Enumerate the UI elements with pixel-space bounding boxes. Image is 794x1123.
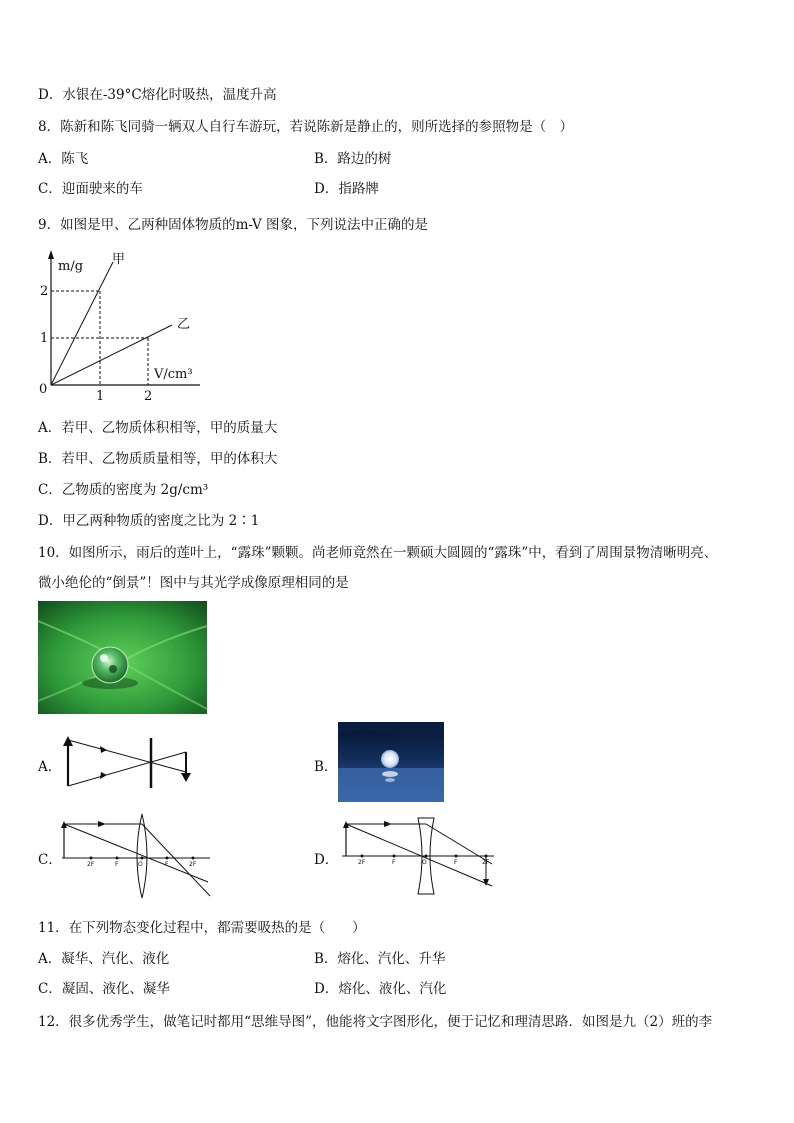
q11-option-a: A．凝华、汽化、液化 — [38, 951, 170, 967]
y-tick-2: 2 — [40, 284, 49, 299]
q9-option-c: C．乙物质的密度为 2g/cm³ — [38, 482, 209, 498]
x-tick-1: 1 — [96, 389, 105, 404]
series-label-jia: 甲 — [112, 252, 126, 267]
dewdrop-photo — [38, 601, 207, 714]
moon-reflection-photo — [338, 722, 444, 802]
y-axis-arrow — [48, 250, 54, 259]
q10-option-c-label: C． — [38, 852, 62, 868]
q11-option-b: B．熔化、汽化、升华 — [314, 951, 446, 967]
q8-option-d: D．指路牌 — [314, 181, 379, 197]
concave-lens-diagram — [340, 816, 496, 896]
label-f-left: F — [392, 859, 396, 866]
ray-refracted — [426, 824, 492, 864]
q9-stem: 9．如图是甲、乙两种固体物质的m-V 图象，下列说法中正确的是 — [38, 217, 429, 233]
label-f-right: F — [165, 861, 169, 868]
label-f-right: F — [454, 859, 458, 866]
line-jia — [51, 262, 113, 385]
q9-option-d: D．甲乙两种物质的密度之比为 2∶1 — [38, 513, 260, 529]
q10-option-a-label: A． — [38, 759, 62, 775]
mv-graph — [30, 248, 210, 404]
q11-option-d: D．熔化、液化、汽化 — [314, 981, 447, 997]
q10-option-d-label: D． — [314, 852, 339, 868]
q10-stem-line1: 10．如图所示，雨后的莲叶上，“露珠”颗颗。尚老师竟然在一颗硕大圆圆的“露珠”中，看到了周围景物清晰明亮、 — [38, 545, 718, 561]
y-axis-label: m/g — [58, 259, 84, 274]
origin-label: 0 — [39, 382, 48, 397]
q10-option-b-label: B． — [314, 759, 338, 775]
q9-option-a: A．若甲、乙物质体积相等，甲的质量大 — [38, 420, 278, 436]
label-o: O — [422, 859, 427, 866]
ray-center — [346, 824, 492, 886]
convex-lens-diagram — [60, 812, 215, 898]
ray-center — [64, 824, 208, 882]
ray-1 — [68, 740, 186, 772]
q8-option-c: C．迎面驶来的车 — [38, 181, 143, 197]
label-f-left: F — [115, 861, 119, 868]
x-tick-2: 2 — [144, 389, 153, 404]
q11-stem: 11．在下列物态变化过程中，都需要吸热的是（ ） — [38, 920, 366, 936]
q8-option-a: A．陈飞 — [38, 151, 89, 167]
convex-lens — [137, 814, 147, 898]
q7-option-d: D．水银在-39°C熔化时吸热，温度升高 — [38, 87, 277, 103]
ray-2 — [68, 752, 186, 786]
q11-option-c: C．凝固、液化、凝华 — [38, 981, 170, 997]
q8-stem: 8．陈新和陈飞同骑一辆双人自行车游玩，若说陈新是静止的，则所选择的参照物是（ ） — [38, 119, 574, 135]
label-o: O — [138, 861, 143, 868]
label-2f-left: 2F — [358, 859, 366, 866]
y-tick-1: 1 — [40, 331, 49, 346]
pinhole-diagram — [62, 736, 192, 792]
label-2f-left: 2F — [87, 861, 95, 868]
series-label-yi: 乙 — [177, 317, 191, 332]
q8-option-b: B．路边的树 — [314, 151, 392, 167]
q12-stem: 12．很多优秀学生，做笔记时都用“思维导图”，他能将文字图形化，便于记忆和理清思路．如图是九（2）班的李 — [38, 1014, 713, 1030]
q10-stem-line2: 微小绝伦的“倒景”！图中与其光学成像原理相同的是 — [38, 575, 349, 591]
x-axis-label: V/cm³ — [154, 367, 193, 382]
q9-option-b: B．若甲、乙物质质量相等，甲的体积大 — [38, 451, 278, 467]
label-2f-right: 2F — [189, 861, 197, 868]
label-2f-right: 2F — [482, 859, 490, 866]
